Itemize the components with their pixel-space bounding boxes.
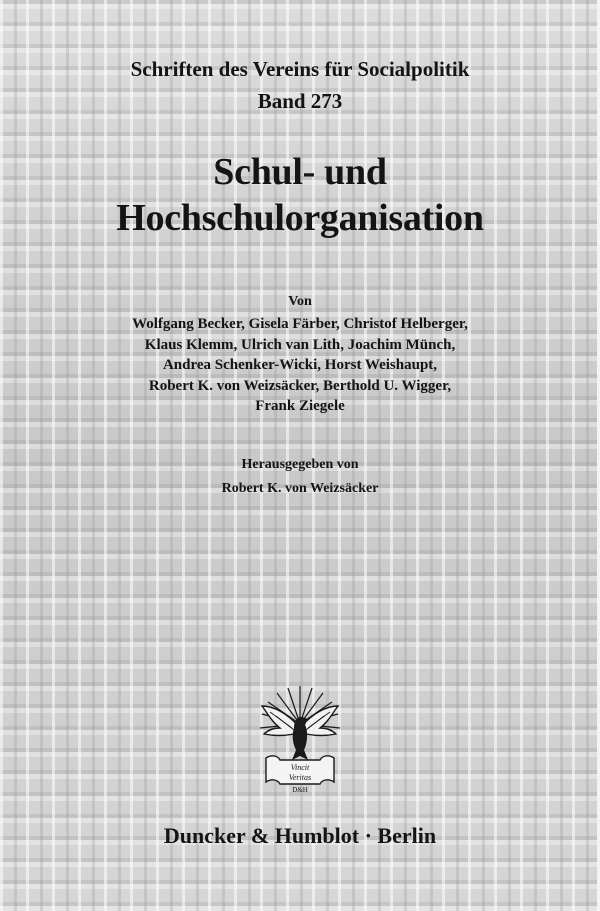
book-title-line-2: Hochschulorganisation xyxy=(116,197,484,239)
by-label: Von xyxy=(288,294,312,309)
book-title-line-1: Schul- und xyxy=(213,151,387,193)
logo-motto-1: Vincit xyxy=(290,763,310,772)
edited-by-label: Herausgegeben von xyxy=(241,457,359,472)
publisher-imprint: Duncker & Humblot · Berlin xyxy=(163,823,437,848)
author-list xyxy=(0,314,600,417)
series-title: Schriften des Vereins für Socialpolitik xyxy=(130,57,470,81)
logo-motto-2: Veritas xyxy=(288,773,312,782)
editor-name: Robert K. von Weizsäcker xyxy=(221,481,379,496)
author-line: Robert K. von Weizsäcker, Berthold U. Wigger, xyxy=(148,377,452,394)
author-line: Frank Ziegele xyxy=(255,398,345,414)
author-line: Klaus Klemm, Ulrich van Lith, Joachim Münch, xyxy=(144,336,456,353)
author-line: Andrea Schenker-Wicki, Horst Weishaupt, xyxy=(162,357,438,373)
author-line: Wolfgang Becker, Gisela Färber, Christof Helberger, xyxy=(132,316,468,332)
eagle-emblem-icon xyxy=(258,684,342,796)
logo-initials: D&H xyxy=(292,786,308,794)
volume-number: Band 273 xyxy=(257,89,343,113)
